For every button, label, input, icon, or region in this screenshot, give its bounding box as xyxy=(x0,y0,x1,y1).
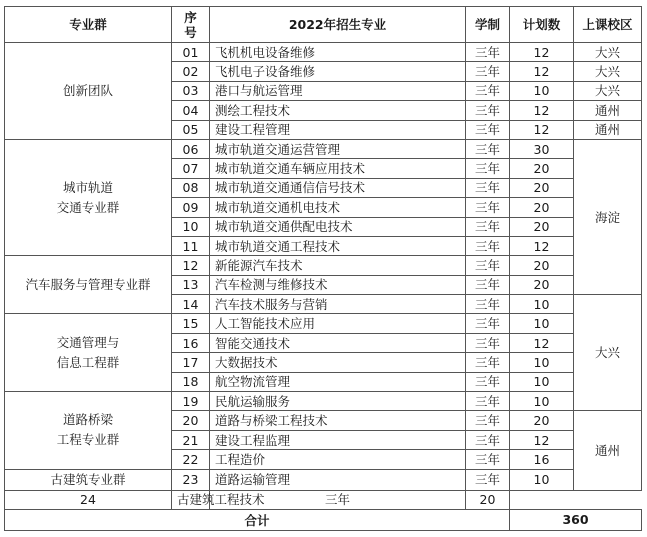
duration-cell: 三年 xyxy=(466,43,510,62)
quota-cell: 30 xyxy=(510,139,574,158)
duration-cell: 三年 xyxy=(466,333,510,352)
campus-cell: 通州 xyxy=(574,411,642,490)
group-cell xyxy=(5,256,172,314)
quota-cell: 20 xyxy=(510,198,574,217)
campus-cell: 大兴 xyxy=(574,295,642,411)
duration-cell: 三年 xyxy=(466,411,510,430)
total-value: 360 xyxy=(510,509,642,530)
major-cell: 大数据技术 xyxy=(210,353,466,372)
seq-cell: 18 xyxy=(172,372,210,391)
duration-cell: 三年 xyxy=(466,430,510,449)
major-cell: 民航运输服务 xyxy=(210,392,466,411)
major-cell: 汽车检测与维修技术 xyxy=(210,275,466,294)
quota-cell: 10 xyxy=(510,469,574,490)
seq-cell: 24 xyxy=(5,490,172,509)
group-cell xyxy=(5,139,172,255)
campus-cell: 通州 xyxy=(574,101,642,120)
group-name-line1: 交通管理与 xyxy=(56,334,120,350)
major-cell: 智能交通技术 xyxy=(210,333,466,352)
major-cell: 城市轨道交通通信信号技术 xyxy=(210,178,466,197)
seq-cell: 13 xyxy=(172,275,210,294)
duration-cell: 三年 xyxy=(466,275,510,294)
quota-cell: 10 xyxy=(510,295,574,314)
group-cell xyxy=(5,314,172,392)
seq-cell: 03 xyxy=(172,81,210,100)
quota-cell: 20 xyxy=(510,256,574,275)
group-cell xyxy=(5,392,172,470)
seq-cell: 09 xyxy=(172,198,210,217)
group-name-line1: 古建筑专业群 xyxy=(50,471,126,487)
seq-cell: 01 xyxy=(172,43,210,62)
table-row xyxy=(5,256,642,275)
duration-cell: 三年 xyxy=(466,392,510,411)
major-cell: 建设工程管理 xyxy=(210,120,466,139)
quota-cell: 12 xyxy=(510,430,574,449)
seq-cell: 12 xyxy=(172,256,210,275)
quota-cell: 20 xyxy=(510,275,574,294)
quota-cell: 20 xyxy=(510,217,574,236)
quota-cell: 12 xyxy=(510,43,574,62)
quota-cell: 10 xyxy=(510,81,574,100)
group-name-line2: 工程专业群 xyxy=(56,432,120,448)
duration-cell: 三年 xyxy=(466,120,510,139)
major-cell: 古建筑工程技术 xyxy=(172,490,210,509)
enrollment-plan-table xyxy=(4,6,642,531)
quota-cell: 10 xyxy=(510,372,574,391)
header-seq xyxy=(172,7,210,43)
group-name-line2: 交通专业群 xyxy=(56,199,120,215)
seq-cell: 04 xyxy=(172,101,210,120)
table-row xyxy=(5,490,642,509)
major-cell: 城市轨道交通机电技术 xyxy=(210,198,466,217)
major-cell: 建设工程监理 xyxy=(210,430,466,449)
major-cell: 新能源汽车技术 xyxy=(210,256,466,275)
duration-cell: 三年 xyxy=(466,178,510,197)
seq-cell: 20 xyxy=(172,411,210,430)
seq-cell: 10 xyxy=(172,217,210,236)
header-major: 2022年招生专业 xyxy=(210,7,466,43)
quota-cell: 20 xyxy=(510,178,574,197)
campus-cell: 大兴 xyxy=(574,62,642,81)
seq-cell: 08 xyxy=(172,178,210,197)
duration-cell: 三年 xyxy=(466,62,510,81)
major-cell: 工程造价 xyxy=(210,450,466,469)
quota-cell: 10 xyxy=(510,314,574,333)
duration-cell: 三年 xyxy=(466,353,510,372)
major-cell: 城市轨道交通运营管理 xyxy=(210,139,466,158)
header-group: 专业群 xyxy=(5,7,172,43)
seq-cell: 22 xyxy=(172,450,210,469)
duration-cell: 三年 xyxy=(466,139,510,158)
quota-cell: 16 xyxy=(510,450,574,469)
duration-cell: 三年 xyxy=(466,295,510,314)
quota-cell: 10 xyxy=(510,353,574,372)
major-cell: 道路与桥梁工程技术 xyxy=(210,411,466,430)
quota-cell: 20 xyxy=(510,411,574,430)
quota-cell: 12 xyxy=(510,101,574,120)
group-cell xyxy=(5,43,172,140)
duration-cell: 三年 xyxy=(466,198,510,217)
table-row xyxy=(5,139,642,158)
quota-cell: 20 xyxy=(510,159,574,178)
table-row xyxy=(5,392,642,411)
duration-cell: 三年 xyxy=(466,217,510,236)
total-label: 合计 xyxy=(5,509,510,530)
major-cell: 城市轨道交通供配电技术 xyxy=(210,217,466,236)
duration-cell: 三年 xyxy=(466,469,510,490)
duration-cell: 三年 xyxy=(210,490,466,509)
campus-cell: 大兴 xyxy=(574,81,642,100)
duration-cell: 三年 xyxy=(466,159,510,178)
quota-cell: 12 xyxy=(510,333,574,352)
group-name-line1: 汽车服务与管理专业群 xyxy=(25,276,151,292)
seq-cell: 11 xyxy=(172,236,210,255)
header-quota: 计划数 xyxy=(510,7,574,43)
quota-cell: 12 xyxy=(510,236,574,255)
group-name-line1: 城市轨道 xyxy=(62,179,113,195)
quota-cell: 12 xyxy=(510,120,574,139)
duration-cell: 三年 xyxy=(466,101,510,120)
table-row xyxy=(5,43,642,62)
quota-cell: 12 xyxy=(510,62,574,81)
seq-cell: 15 xyxy=(172,314,210,333)
major-cell: 人工智能技术应用 xyxy=(210,314,466,333)
duration-cell: 三年 xyxy=(466,314,510,333)
major-cell: 港口与航运管理 xyxy=(210,81,466,100)
header-seq-line1: 序 xyxy=(184,9,197,25)
seq-cell: 06 xyxy=(172,139,210,158)
major-cell: 城市轨道交通工程技术 xyxy=(210,236,466,255)
group-name-line1: 道路桥梁 xyxy=(62,412,113,428)
seq-cell: 21 xyxy=(172,430,210,449)
major-cell: 汽车技术服务与营销 xyxy=(210,295,466,314)
seq-cell: 19 xyxy=(172,392,210,411)
major-cell: 道路运输管理 xyxy=(210,469,466,490)
seq-cell: 17 xyxy=(172,353,210,372)
quota-cell: 20 xyxy=(466,490,510,509)
table-row xyxy=(5,314,642,333)
seq-cell: 23 xyxy=(172,469,210,490)
total-row xyxy=(5,509,642,530)
seq-cell: 05 xyxy=(172,120,210,139)
group-name-line1: 创新团队 xyxy=(62,82,113,98)
campus-cell: 大兴 xyxy=(574,43,642,62)
major-cell: 飞机机电设备维修 xyxy=(210,43,466,62)
duration-cell: 三年 xyxy=(466,236,510,255)
seq-cell: 02 xyxy=(172,62,210,81)
header-seq-line2: 号 xyxy=(184,24,197,40)
table-body xyxy=(5,43,642,510)
campus-cell: 海淀 xyxy=(574,139,642,294)
quota-cell: 10 xyxy=(510,392,574,411)
major-cell: 城市轨道交通车辆应用技术 xyxy=(210,159,466,178)
major-cell: 测绘工程技术 xyxy=(210,101,466,120)
campus-cell: 通州 xyxy=(574,120,642,139)
seq-cell: 14 xyxy=(172,295,210,314)
major-cell: 飞机电子设备维修 xyxy=(210,62,466,81)
seq-cell: 07 xyxy=(172,159,210,178)
header-campus: 上课校区 xyxy=(574,7,642,43)
duration-cell: 三年 xyxy=(466,450,510,469)
header-duration: 学制 xyxy=(466,7,510,43)
duration-cell: 三年 xyxy=(466,372,510,391)
major-cell: 航空物流管理 xyxy=(210,372,466,391)
group-cell xyxy=(5,469,172,490)
duration-cell: 三年 xyxy=(466,81,510,100)
group-name-line2: 信息工程群 xyxy=(56,354,120,370)
table-header-row xyxy=(5,7,642,43)
seq-cell: 16 xyxy=(172,333,210,352)
duration-cell: 三年 xyxy=(466,256,510,275)
table-row xyxy=(5,469,642,490)
